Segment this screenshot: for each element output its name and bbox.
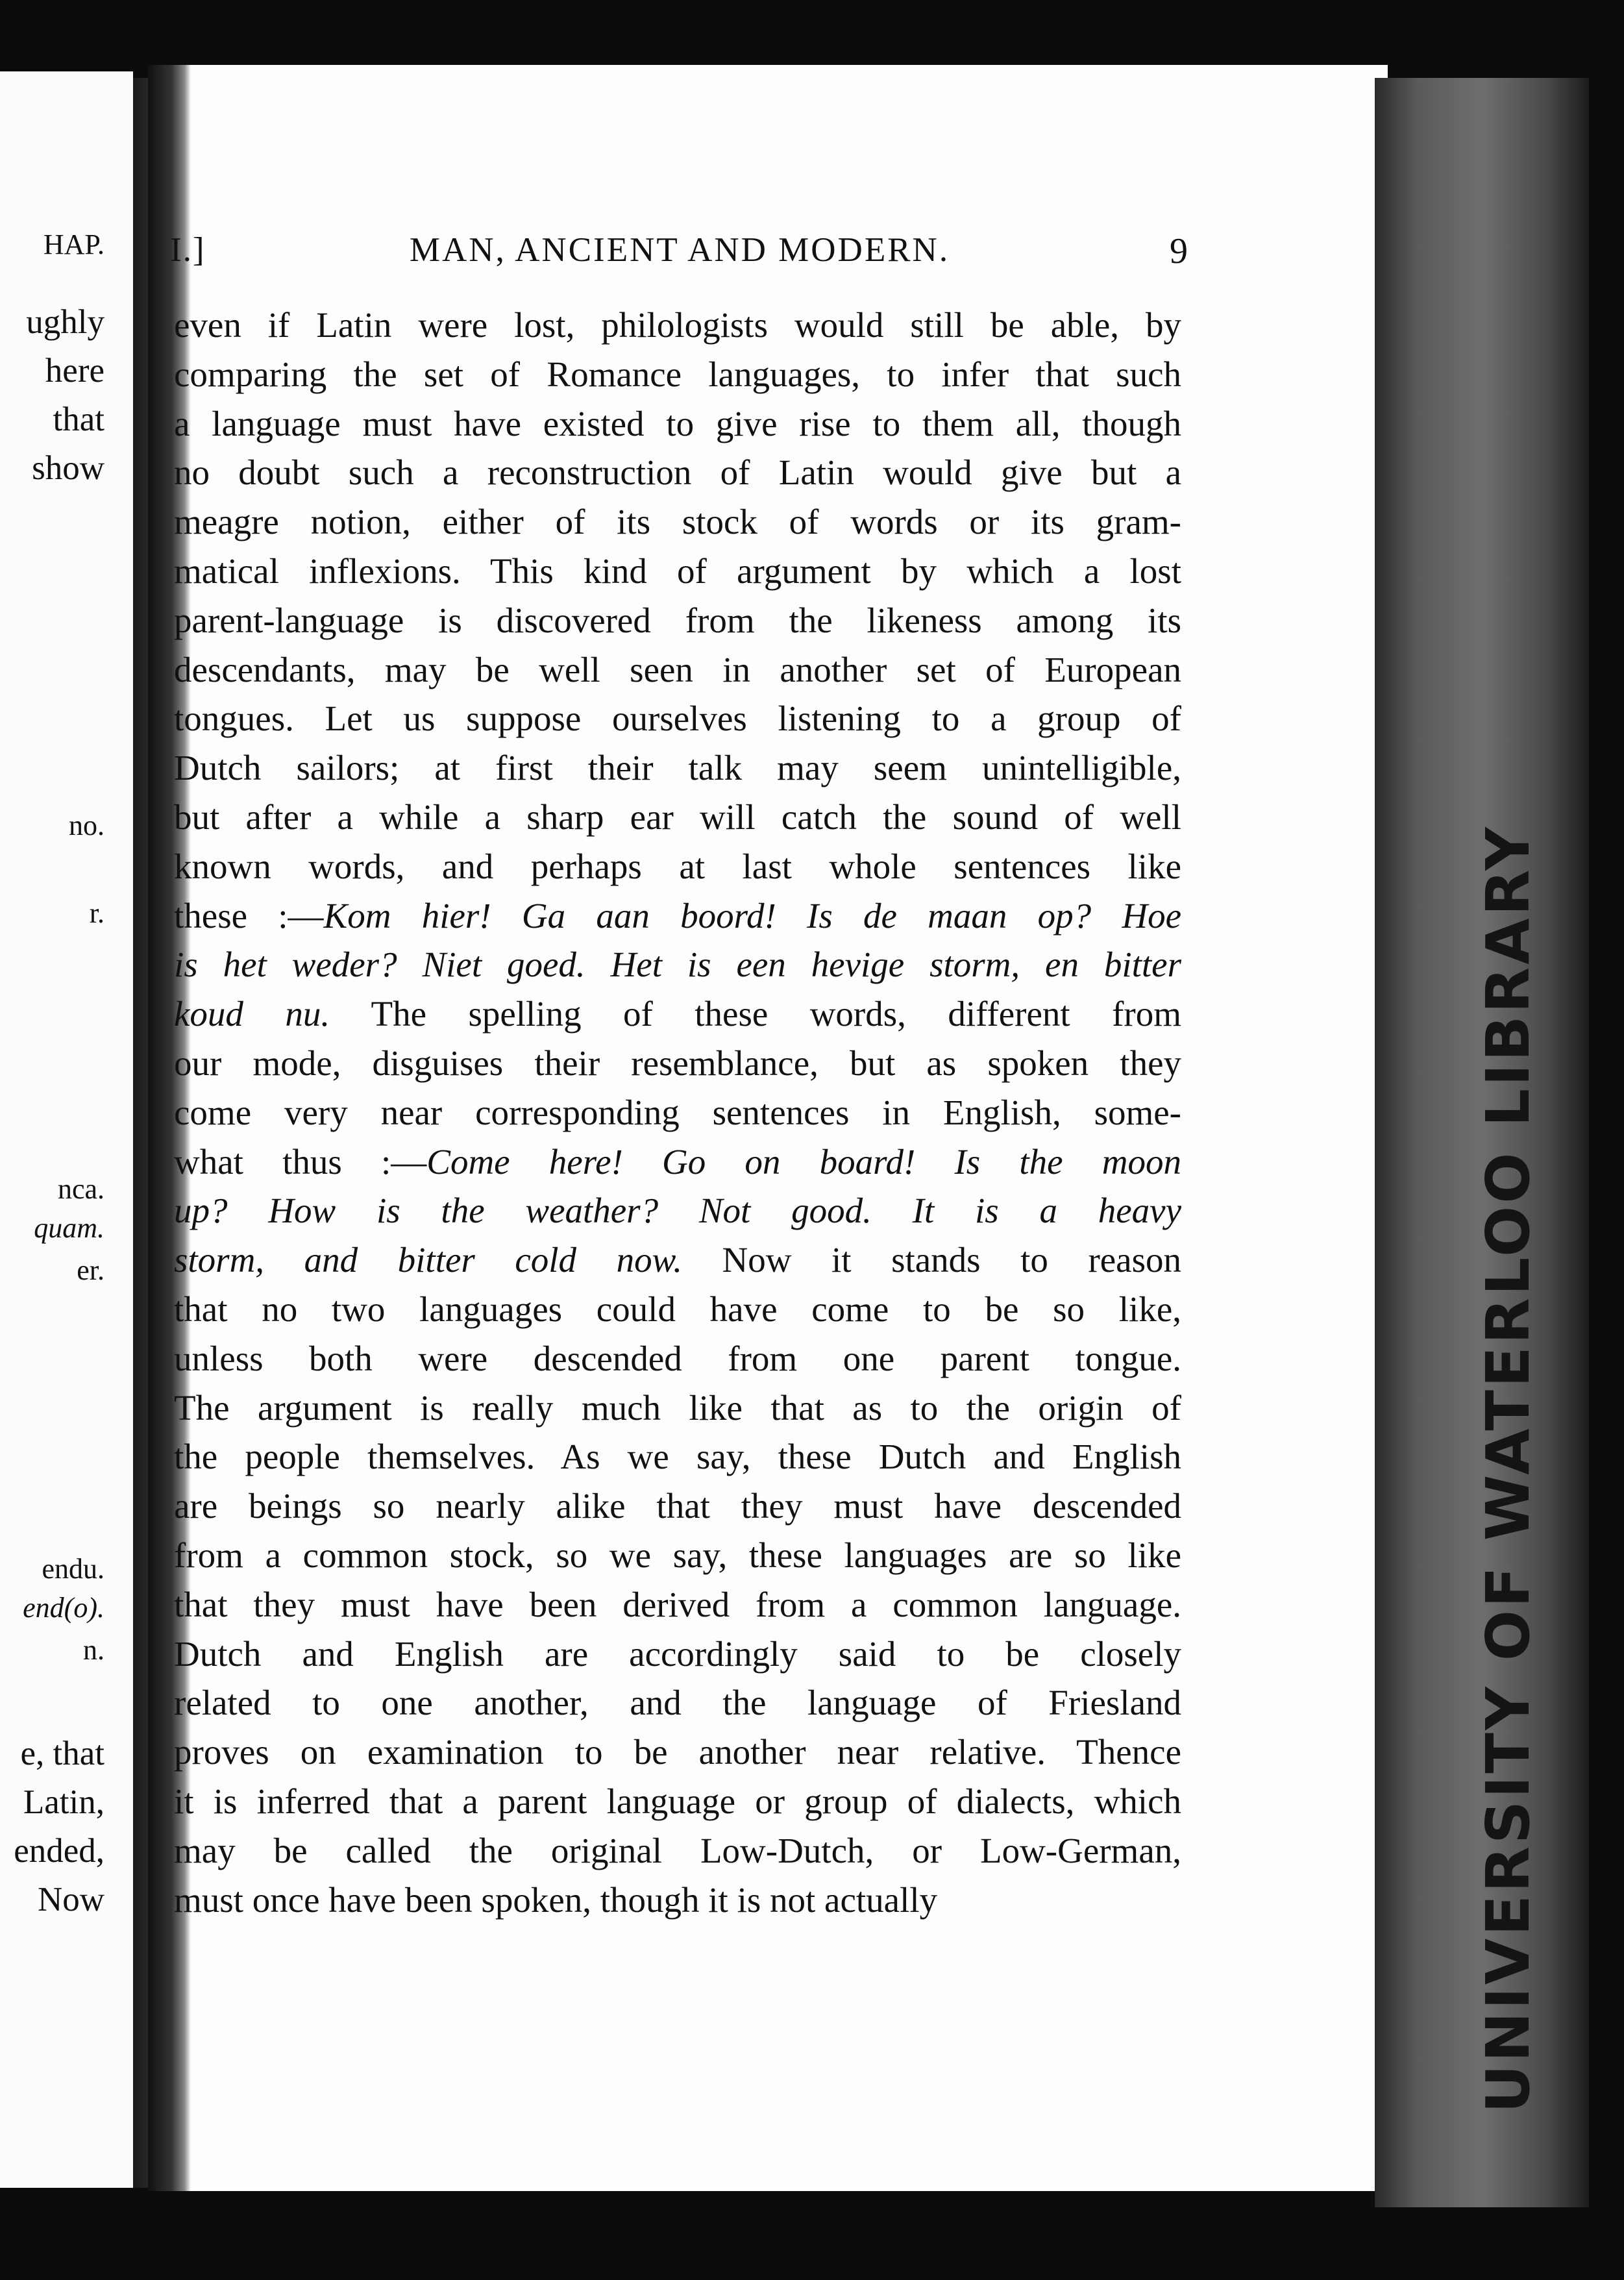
text-line: our mode, disguises their resemblance, but as spoken they (174, 1043, 1181, 1083)
italic-phrase: Kom hier! Ga aan boord! Is de maan op? Hoe (323, 895, 1181, 936)
text-line (174, 1137, 1181, 1187)
text-line: may be called the original Low-Dutch, or Low-German, (174, 1830, 1181, 1870)
left-page-fragment: no. (69, 810, 105, 841)
text-line: that they must have been derived from a common language. (174, 1584, 1181, 1624)
text-line: a language must have existed to give rise to them all, though (174, 403, 1181, 443)
text-span: what thus :— (174, 1141, 427, 1182)
text-line (174, 1235, 1181, 1285)
text-line: proves on examination to be another near relative. Thence (174, 1732, 1181, 1772)
left-page-fragment: show (32, 449, 105, 487)
text-line: comparing the set of Romance languages, to infer that such (174, 354, 1181, 394)
left-page-fragment: HAP. (43, 229, 105, 260)
left-page-fragment: e, that (20, 1735, 105, 1772)
left-page-fragment: here (45, 352, 105, 390)
text-line: from a common stock, so we say, these languages are so like (174, 1535, 1181, 1575)
text-line: Dutch and English are accordingly said to be closely (174, 1633, 1181, 1674)
left-page-fragment: end(o). (23, 1592, 105, 1624)
text-line: matical inflexions. This kind of argument by which a lost (174, 551, 1181, 591)
text-line: known words, and perhaps at last whole sentences like (174, 846, 1181, 886)
text-line: it is inferred that a parent language or group of dialects, which (174, 1781, 1181, 1821)
italic-phrase: is het weder? Niet goed. Het is een hevige storm, en bitter (174, 945, 1181, 985)
chapter-marker: I.] (170, 231, 206, 269)
text-span: The spelling of these words, different from (330, 994, 1181, 1034)
page-body-text (174, 301, 1181, 1924)
text-span: these :— (174, 895, 324, 936)
text-line: Dutch sailors; at first their talk may seem unintelligible, (174, 748, 1181, 788)
text-line: related to one another, and the language of Friesland (174, 1683, 1181, 1723)
text-line: no doubt such a reconstruction of Latin would give but a (174, 452, 1181, 493)
text-line: unless both were descended from one parent tongue. (174, 1338, 1181, 1378)
left-page-fragment: Now (37, 1881, 105, 1918)
italic-phrase: Come here! Go on board! Is the moon (426, 1141, 1181, 1182)
text-line: but after a while a sharp ear will catch the sound of well (174, 797, 1181, 837)
left-page-fragment: ughly (26, 303, 105, 341)
italic-phrase: up? How is the weather? Not good. It is a heavy (174, 1191, 1181, 1231)
text-line: come very near corresponding sentences in English, some- (174, 1092, 1181, 1132)
left-page-fragment: r. (89, 897, 105, 929)
text-line: meagre notion, either of its stock of words or its gram- (174, 502, 1181, 542)
text-line: even if Latin were lost, philologists would still be able, by (174, 305, 1181, 345)
previous-page-edge (0, 71, 133, 2188)
text-line: are beings so nearly alike that they must have descended (174, 1486, 1181, 1526)
left-page-fragment: that (53, 401, 105, 438)
text-line (174, 989, 1181, 1039)
left-page-fragment: ended, (14, 1832, 105, 1870)
text-line: must once have been spoken, though it is not actually (174, 1879, 938, 1920)
text-line (174, 1186, 1181, 1235)
text-line: descendants, may be well seen in another set of European (174, 649, 1181, 689)
text-line: the people themselves. As we say, these Dutch and English (174, 1437, 1181, 1477)
left-page-fragment: nca. (57, 1173, 105, 1205)
text-line: parent-language is discovered from the likeness among its (174, 600, 1181, 640)
page-number: 9 (1170, 231, 1189, 271)
library-stamp: UNIVERSITY OF WATERLOO LIBRARY (1473, 824, 1543, 2113)
text-line (174, 891, 1181, 941)
text-line: tongues. Let us suppose ourselves listening to a group of (174, 699, 1181, 739)
text-line: The argument is really much like that as to the origin of (174, 1387, 1181, 1428)
left-page-fragment: n. (83, 1634, 105, 1666)
left-page-fragment: quam. (34, 1212, 105, 1244)
text-line: that no two languages could have come to be so like, (174, 1289, 1181, 1329)
left-page-fragment: endu. (42, 1553, 105, 1585)
italic-phrase: storm, and bitter cold now. (174, 1240, 682, 1280)
italic-phrase: koud nu. (174, 994, 330, 1034)
text-span: Now it stands to reason (682, 1240, 1182, 1280)
running-header (170, 230, 1189, 276)
left-page-fragment: er. (77, 1254, 105, 1286)
left-page-fragment: Latin, (23, 1783, 105, 1821)
running-title: MAN, ANCIENT AND MODERN. (409, 231, 950, 269)
text-line (174, 940, 1181, 989)
